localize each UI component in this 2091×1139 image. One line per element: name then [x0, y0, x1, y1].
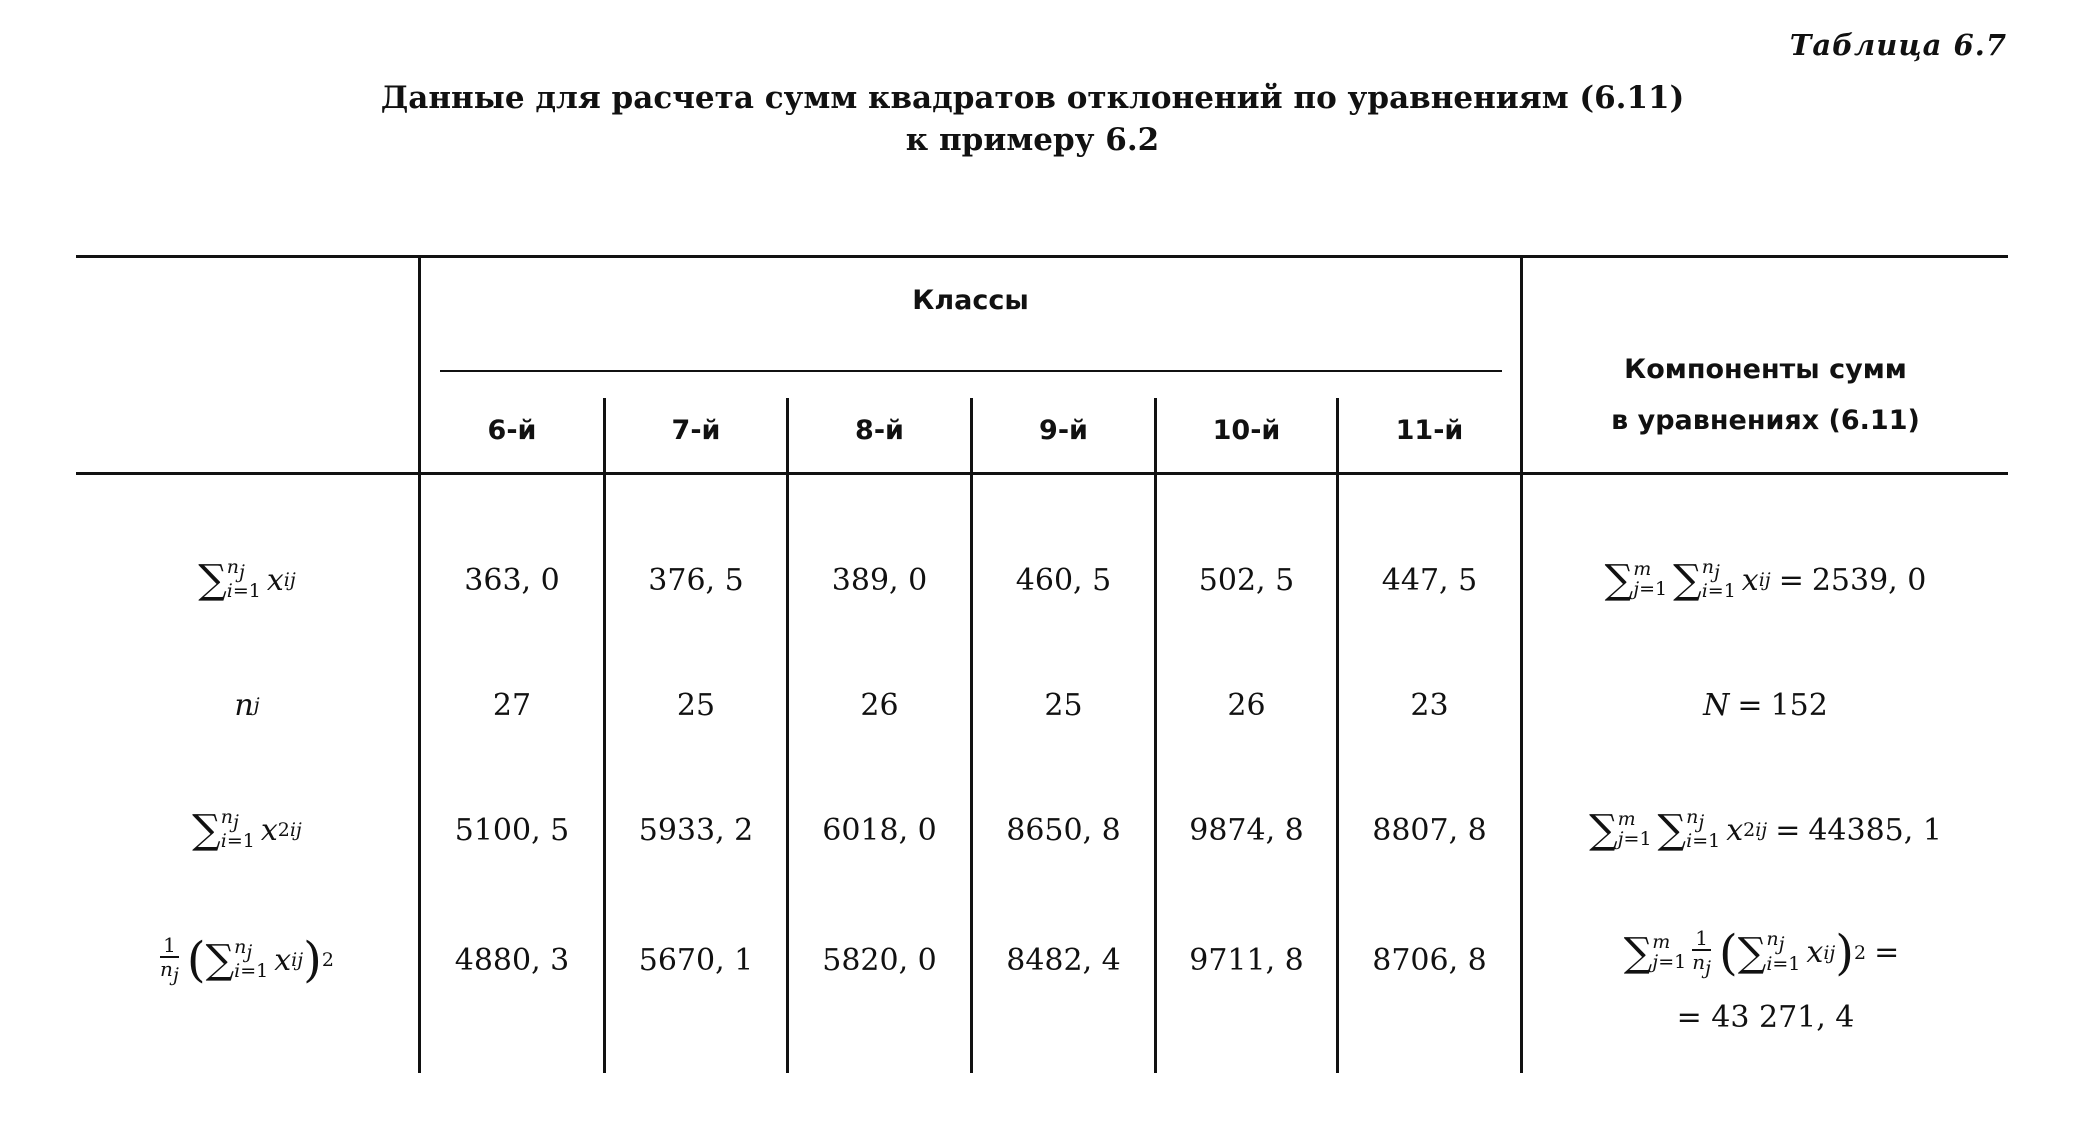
component-squared-sum-over-n: ∑ m j=1 $\frac{1}{n_j}$ ( ∑ $n_j$ i=1 x ij ) 2 =: [1623, 924, 1900, 981]
table-cell: 5100, 5: [454, 812, 570, 848]
column-header: 11-й: [1395, 414, 1464, 446]
table-cell: 447, 5: [1381, 562, 1478, 598]
row-label-sum-x-squared: ∑ $n_j$ i=1 x 2 ij: [192, 805, 302, 853]
column-header: 6-й: [487, 414, 537, 446]
components-header: [1523, 330, 2008, 460]
table-cell: 8807, 8: [1372, 812, 1487, 848]
table-cell: 376, 5: [648, 562, 744, 598]
table-cell: 363, 0: [464, 562, 560, 598]
row-label-sum-x: ∑ $n_j$ i=1 x ij: [198, 555, 296, 603]
component-sum-x: ∑ m j=1 ∑ $n_j$ i=1 x ij = 2539, 0: [1604, 555, 1927, 603]
row-label-n: n j: [234, 687, 260, 723]
component-sum-x-squared-value: 44385, 1: [1808, 812, 1942, 848]
table-cell: 8482, 4: [1006, 942, 1121, 978]
table-cell: 5820, 0: [822, 942, 937, 978]
table-cell: 26: [860, 687, 899, 723]
classes-header: Классы: [912, 284, 1029, 316]
table-cell: 4880, 3: [454, 942, 570, 978]
column-header: 8-й: [855, 414, 904, 446]
table-cell: 5670, 1: [638, 942, 754, 978]
component-sum-x-value: 2539, 0: [1811, 562, 1927, 598]
table-cell: 9711, 8: [1189, 942, 1304, 978]
table-cell: 23: [1410, 687, 1449, 723]
components-header-line-2: в уравнениях (6.11): [1611, 405, 1920, 436]
components-header-line-1: Компоненты сумм: [1624, 353, 1907, 385]
component-squared-sum-over-n-value: = 43 271, 4: [1676, 1000, 1855, 1035]
table-cell: 389, 0: [831, 562, 928, 598]
table-title-line-2: к примеру 6.2: [905, 121, 1160, 158]
table-title-line-1: Данные для расчета сумм квадратов отклонений по уравнениям (6.11): [380, 80, 1685, 116]
table-cell: 6018, 0: [822, 812, 937, 848]
component-n-total: N = 152: [1703, 687, 1828, 723]
table-cell: 26: [1227, 687, 1266, 723]
column-header: 10-й: [1212, 414, 1281, 446]
component-n-total-value: 152: [1770, 687, 1828, 723]
table-top-rule: [76, 255, 2008, 258]
table-cell: 8650, 8: [1006, 812, 1121, 848]
table-title: [0, 78, 2091, 162]
table-cell: 8706, 8: [1372, 942, 1487, 978]
classes-underline: [440, 370, 1502, 372]
column-header: 7-й: [671, 414, 721, 446]
table-label: Таблица 6.7: [1789, 28, 2007, 62]
table-cell: 9874, 8: [1189, 812, 1304, 848]
header-bottom-rule: [76, 472, 2008, 475]
table-cell: 460, 5: [1015, 562, 1112, 598]
table-cell: 25: [676, 687, 716, 723]
table-cell: 5933, 2: [638, 812, 754, 848]
table-cell: 27: [492, 687, 532, 723]
table-cell: 502, 5: [1198, 562, 1295, 598]
table-cell: 25: [1044, 687, 1083, 723]
row-label-squared-sum-over-n: $\frac{1}{n_j}$ ( ∑ $n_j$ i=1 x ij ) 2: [160, 932, 334, 988]
column-header: 9-й: [1039, 414, 1088, 446]
component-sum-x-squared: ∑ m j=1 ∑ $n_j$ i=1 x 2 ij = 44385, 1: [1589, 805, 1942, 853]
